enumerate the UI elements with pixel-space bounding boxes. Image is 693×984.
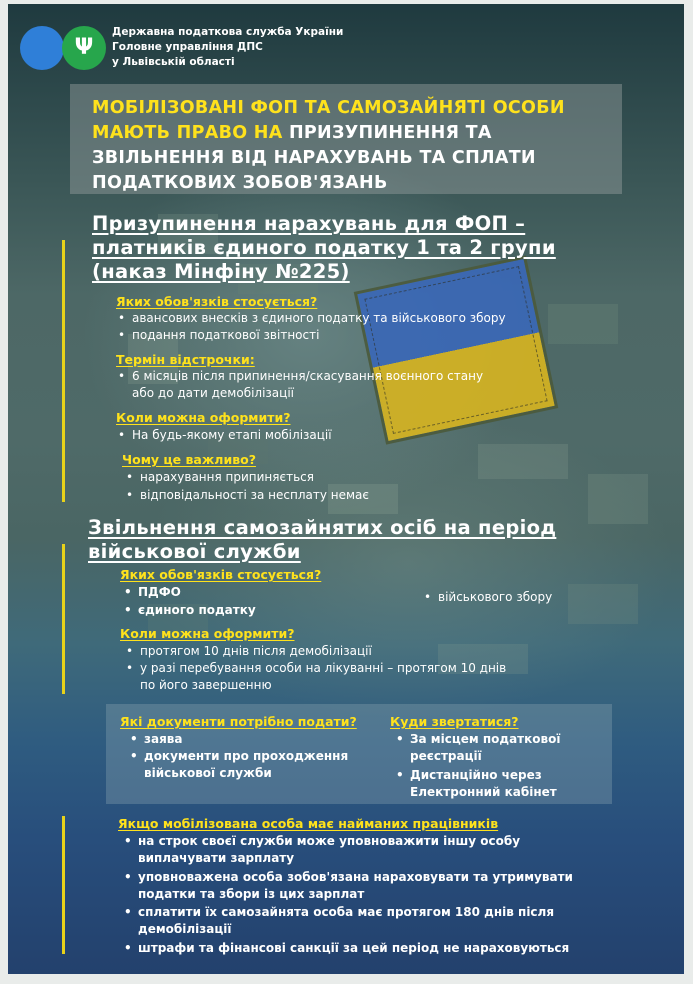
heading-line: платників єдиного податку 1 та 2 групи [92,236,556,259]
question-label: Які документи потрібно подати? [120,714,357,729]
list-item [138,904,554,938]
item-line: • сплатити їх самозайнята особа має протягом 180 днів після [138,905,555,919]
list-item: • відповідальності за несплату немає [140,487,369,504]
section-heading [88,516,556,564]
list-item [410,767,557,801]
org-line: Головне управління ДПС [112,41,263,53]
question-label: Куди звертатися? [390,714,519,729]
title-line: ПРИЗУПИНЕННЯ ТА [288,123,492,143]
section-heading [92,212,556,284]
list-item [140,660,506,694]
list-item [410,731,560,765]
list-item: • ПДФО [138,584,181,601]
item-line: або до дати демобілізації [132,386,294,400]
item-line: реєстрації [410,749,482,763]
question-label: Яких обов'язків стосується? [116,294,318,309]
heading-line: Призупинення нарахувань для ФОП – [92,212,526,235]
list-item: • єдиного податку [138,602,256,619]
org-name [112,25,343,70]
list-item: • заява [144,731,182,748]
title-line: ЗВІЛЬНЕННЯ ВІД НАРАХУВАНЬ ТА СПЛАТИ [92,148,536,168]
item-line: військової служби [144,766,272,780]
question-label: Коли можна оформити? [120,626,295,641]
item-line: • Дистанційно через [410,768,542,782]
list-item [132,368,483,402]
list-item: • штрафи та фінансові санкції за цей період не нараховуються [138,940,569,957]
item-line: • уповноважена особа зобов'язана нараховувати та утримувати [138,870,573,884]
question-label: Яких обов'язків стосується? [120,567,322,582]
item-line: по його завершенню [140,678,272,692]
item-line: виплачувати зарплату [138,851,295,865]
question-label: Чому це важливо? [122,452,256,467]
accent-bar [62,240,65,502]
question-label: Якщо мобілізована особа має найманих працівників [118,816,499,831]
list-item: • На будь-якому етапі мобілізації [132,427,332,444]
item-line: • За місцем податкової [410,732,561,746]
accent-bar [62,544,65,694]
item-line: демобілізації [138,922,232,936]
heading-line: (наказ Мінфіну №225) [92,260,350,283]
item-line: Електронний кабінет [410,785,557,799]
list-item: • військового збору [438,589,552,606]
page-title [92,96,612,196]
trident-icon: Ψ [74,35,94,60]
list-item [144,748,348,782]
title-line: МОБІЛІЗОВАНІ ФОП ТА САМОЗАЙНЯТІ ОСОБИ [92,98,565,118]
org-line: у Львівській області [112,56,235,68]
trident-logo [62,26,106,70]
list-item: • подання податкової звітності [132,327,319,344]
list-item [138,833,520,867]
item-line: • у разі перебування особи на лікуванні – протягом 10 днів [140,661,507,675]
title-line: МАЮТЬ ПРАВО НА [92,123,289,143]
list-item [138,869,573,903]
list-item: • авансових внесків з єдиного податку та військового збору [132,310,506,327]
item-line: • 6 місяців після припинення/скасування воєнного стану [132,369,484,383]
org-line: Державна податкова служба України [112,26,344,38]
dps-logo-circle [20,26,64,70]
accent-bar [62,816,65,954]
title-line: ПОДАТКОВИХ ЗОБОВ'ЯЗАНЬ [92,173,388,193]
question-label: Термін відстрочки: [116,352,255,367]
list-item: • нарахування припиняється [140,469,314,486]
heading-line: Звільнення самозайнятих осіб на період [88,516,557,539]
question-label: Коли можна оформити? [116,410,291,425]
item-line: • на строк своєї служби може уповноважити іншу особу [138,834,521,848]
item-line: • документи про проходження [144,749,349,763]
list-item: • протягом 10 днів після демобілізації [140,643,372,660]
poster [8,4,684,974]
item-line: податки та збори із цих зарплат [138,887,365,901]
heading-line: військової служби [88,540,301,563]
